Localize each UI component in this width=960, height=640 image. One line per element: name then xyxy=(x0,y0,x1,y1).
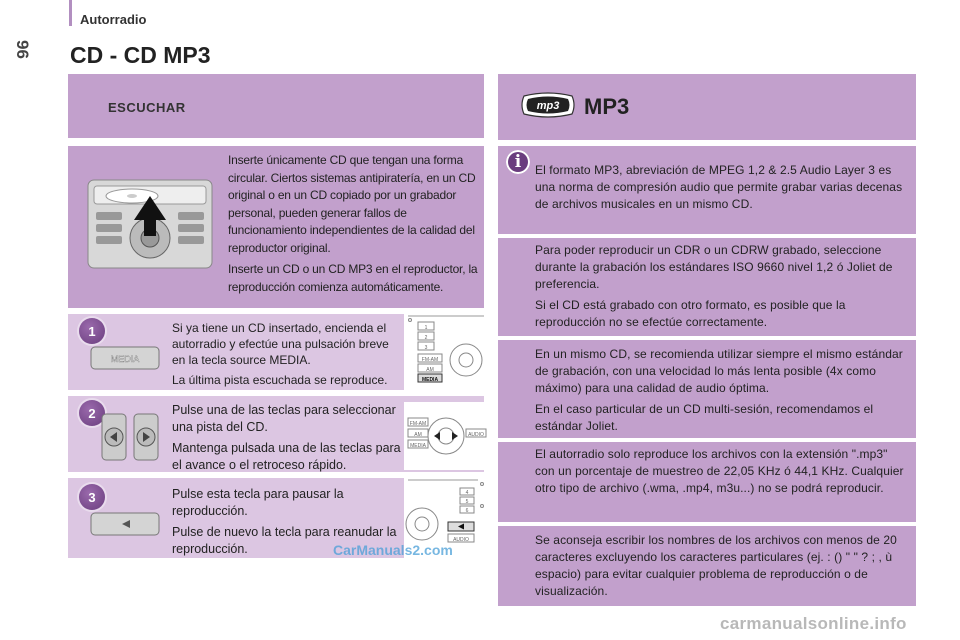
step-para: Pulse de nuevo la tecla para reanudar la reproducción. xyxy=(172,525,397,556)
key-label: 2 xyxy=(424,335,428,341)
step-para: Si ya tiene un CD insertado, encienda el autorradio y efectúe una pulsación breve en la tecla source MEDIA. xyxy=(172,321,389,367)
media-label: MEDIA xyxy=(110,354,140,364)
pause-button-illustration xyxy=(90,512,160,536)
mp3-standard-text xyxy=(535,346,907,435)
mp3-para: Se aconseja escribir los nombres de los archivos con menos de 20 caracteres excluyendo los caracteres particulares (ej. : () " " ? ; , ù espacio) para evitar cualquier problema de reproducción o de visualización. xyxy=(535,533,897,598)
mp3-extension-panel xyxy=(498,442,916,522)
key-label: 6 xyxy=(465,508,469,514)
insert-cd-text xyxy=(228,152,478,296)
audio-label: AUDIO xyxy=(453,537,469,543)
mp3-para: El autorradio solo reproduce los archivos con la extensión ".mp3" con un porcentaje de muestreo de 22,05 KHz ó 44,1 KHz. Cualquier otro tipo de archivo (.wma, .mp4, m3u...) no se podrá reproducir. xyxy=(535,447,904,495)
audio-label: AUDIO xyxy=(468,432,484,438)
mp3-filenames-panel xyxy=(498,526,916,606)
mp3-cdr-text xyxy=(535,242,907,331)
mp3-standard-panel xyxy=(498,340,916,438)
mp3-extension-text xyxy=(535,446,907,497)
radio-detail-seek-illustration xyxy=(404,402,488,470)
seek-buttons-illustration xyxy=(100,412,160,462)
mp3-filenames-text xyxy=(535,532,907,600)
key-label: 3 xyxy=(424,345,428,351)
key-label: 1 xyxy=(424,325,428,331)
key-label: 4 xyxy=(465,490,469,496)
media-key-label: MEDIA xyxy=(410,443,426,449)
step-2-text xyxy=(172,402,404,474)
watermark-carmanualsonline: carmanualsonline.info xyxy=(720,614,907,633)
fm-label: FM-AM xyxy=(421,357,439,363)
step-para: La última pista escuchada se reproduce. xyxy=(172,373,388,387)
radio-detail-media-illustration xyxy=(404,314,488,390)
watermark-carmanuals2: CarManuals2.com xyxy=(333,542,453,558)
mp3-para: El formato MP3, abreviación de MPEG 1,2 & 2.5 Audio Layer 3 es una norma de compresión audio que permite grabar varias decenas de archivos musicales en un mismo CD. xyxy=(535,163,903,211)
step-para: Pulse una de las teclas para seleccionar una pista del CD. xyxy=(172,403,396,434)
am-label: AM xyxy=(426,367,434,373)
page-number: 96 xyxy=(13,40,32,59)
insert-cd-para: Inserte únicamente CD que tengan una forma circular. Ciertos sistemas antipiratería, en un CD original o en un CD copiado por un grabador personal, pueden generar fallos de funcionamiento independientes de la calidad del reproductor original. xyxy=(228,153,476,255)
step-para: Mantenga pulsada una de las teclas para el avance o el retroceso rápido. xyxy=(172,441,401,472)
mp3-heading: MP3 xyxy=(584,94,630,119)
fm-label: FM-AM xyxy=(409,421,427,427)
mp3-header xyxy=(498,74,916,140)
am-label: AM xyxy=(414,432,422,438)
radio-cd-insert-illustration xyxy=(86,174,214,274)
media-button-illustration xyxy=(90,346,160,370)
section-title: Autorradio xyxy=(80,12,147,27)
step-badge: 1 xyxy=(79,318,105,344)
insert-cd-panel xyxy=(68,146,484,308)
mp3-para: Si el CD está grabado con otro formato, es posible que la reproducción no se efectúe correctamente. xyxy=(535,298,846,329)
mp3-para: En un mismo CD, se recomienda utilizar siempre el mismo estándar de grabación, con una velocidad lo más lenta posible (4x como máximo) para una calidad de audio óptima. xyxy=(535,347,903,395)
key-label: 5 xyxy=(465,499,469,505)
mp3-info-text xyxy=(535,162,907,213)
step-para: Pulse esta tecla para pausar la reproducción. xyxy=(172,487,344,518)
mp3-para: Para poder reproducir un CDR o un CDRW grabado, seleccione durante la grabación los estándares ISO 9660 nivel 1,2 ó Joliet de preferencia. xyxy=(535,243,893,291)
section-bar xyxy=(69,0,72,26)
escuchar-header xyxy=(68,74,484,138)
page-title: CD - CD MP3 xyxy=(70,42,211,68)
mp3-info-panel xyxy=(498,146,916,234)
escuchar-heading: ESCUCHAR xyxy=(108,100,186,115)
mp3-cdr-panel xyxy=(498,238,916,336)
mp3-logo-text: mp3 xyxy=(536,100,560,112)
step-badge: 2 xyxy=(79,400,105,426)
insert-cd-para: Inserte un CD o un CD MP3 en el reproductor, la reproducción comienza automáticamente. xyxy=(228,262,478,294)
mp3-para: En el caso particular de un CD multi-sesión, recomendamos el estándar Joliet. xyxy=(535,402,874,433)
mp3-logo xyxy=(520,92,576,118)
step-1-text xyxy=(172,320,404,388)
step-badge: 3 xyxy=(79,484,105,510)
media-key-label: MEDIA xyxy=(421,377,439,383)
info-icon: i xyxy=(506,150,530,174)
